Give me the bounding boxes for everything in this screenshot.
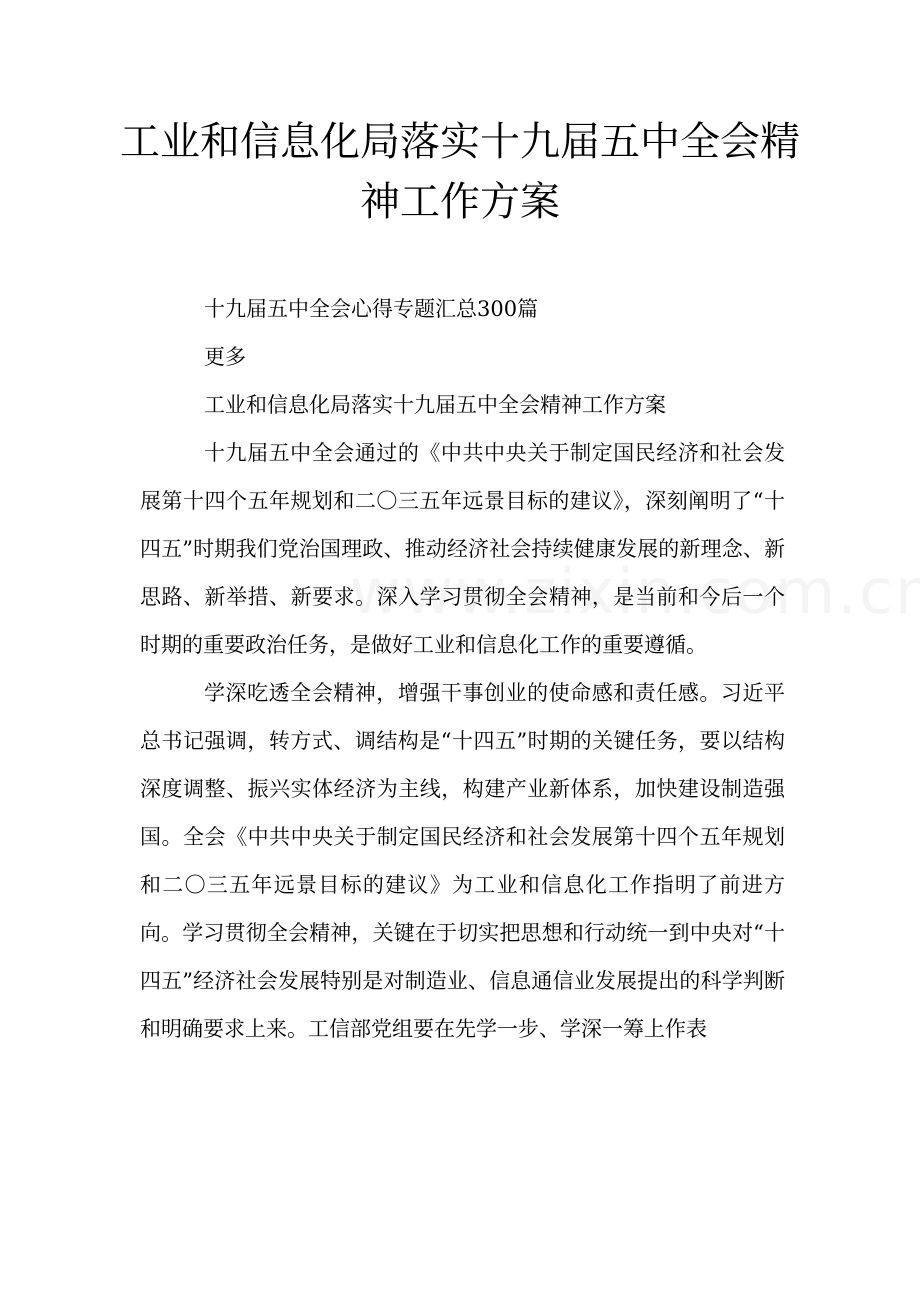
paragraph-intro: 十九届五中全会通过的《中共中央关于制定国民经济和社会发展第十四个五年规划和二〇三五年远景目标的建议》，深刻阐明了“十四五”时期我们党治国理政、推动经济社会持续健康发展的新理念、新思路、新举措、新要求。深入学习贯彻全会精神，是当前和今后一个时期的重要政治任务，是做好工业和信息化工作的重要遵循。 <box>140 441 785 657</box>
paragraph-summary-link: 十九届五中全会心得专题汇总300篇 <box>204 297 539 321</box>
paragraph-more: 更多 <box>204 345 246 369</box>
document-title <box>0 112 920 232</box>
paragraph-subtitle: 工业和信息化局落实十九届五中全会精神工作方案 <box>204 393 666 417</box>
paragraph-study: 学深吃透全会精神，增强干事创业的使命感和责任感。习近平总书记强调，转方式、调结构是“十四五”时期的关键任务，要以结构深度调整、振兴实体经济为主线，构建产业新体系，加快建设制造强国。全会《中共中央关于制定国民经济和社会发展第十四个五年规划和二〇三五年远景目标的建议》为工业和信息化工作指明了前进方向。学习贯彻全会精神，关键在于切实把思想和行动统一到中央对“十四五”经济社会发展特别是对制造业、信息通信业发展提出的科学判断和明确要求上来。工信部党组要在先学一步、学深一筹上作表 <box>140 681 785 1041</box>
title-line-2: 神工作方案 <box>360 179 560 225</box>
title-line-1: 工业和信息化局落实十九届五中全会精 <box>120 119 800 165</box>
document-body <box>140 285 785 1053</box>
